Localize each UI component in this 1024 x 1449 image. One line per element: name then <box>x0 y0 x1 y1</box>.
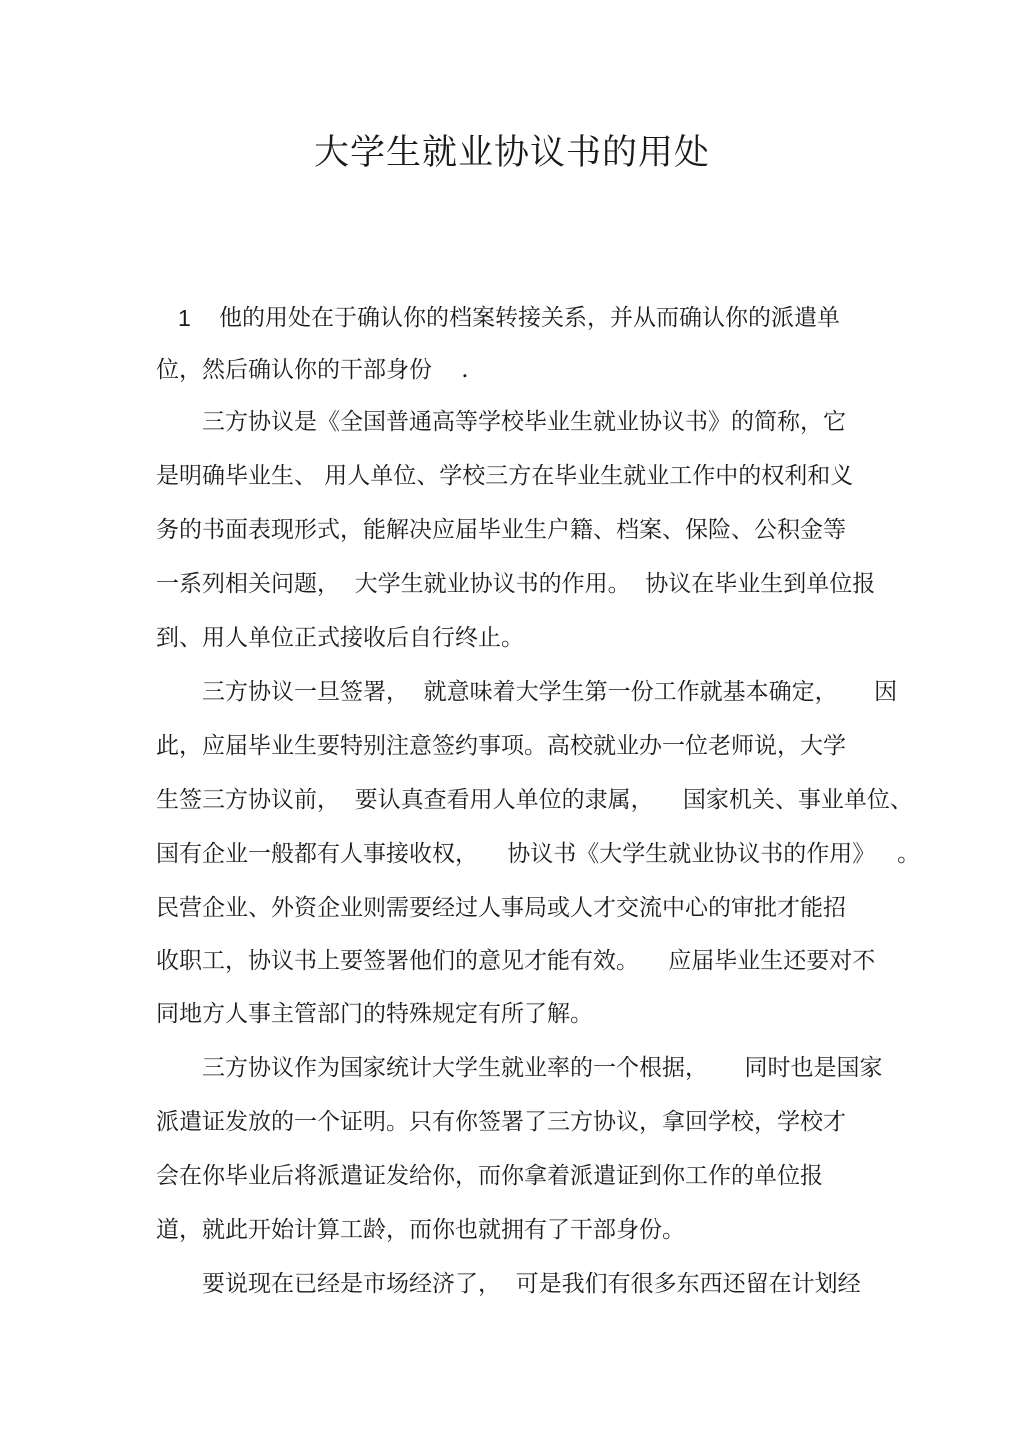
text-line: 道，就此开始计算工龄，而你也就拥有了干部身份。 <box>156 1217 685 1243</box>
text-line: 三方协议是《全国普通高等学校毕业生就业协议书》的简称，它 <box>202 409 846 435</box>
page-title: 大学生就业协议书的用处 <box>313 133 710 173</box>
text-line: 民营企业、外资企业则需要经过人事局或人才交流中心的审批才能招 <box>156 895 846 921</box>
text-line: 他的用处在于确认你的档案转接关系，并从而确认你的派遣单 <box>219 305 840 331</box>
paragraph-number: 1 <box>178 305 191 331</box>
text-line: 要说现在已经是市场经济了， 可是我们有很多东西还留在计划经 <box>202 1271 861 1297</box>
text-line: 务的书面表现形式，能解决应届毕业生户籍、档案、保险、公积金等 <box>156 517 846 543</box>
text-line: 会在你毕业后将派遣证发给你，而你拿着派遣证到你工作的单位报 <box>156 1163 823 1189</box>
text-line: 是明确毕业生、 用人单位、学校三方在毕业生就业工作中的权利和义 <box>156 463 854 489</box>
text-line: 位，然后确认你的干部身份 . <box>156 357 469 383</box>
text-line: 收职工，协议书上要签署他们的意见才能有效。 应届毕业生还要对不 <box>156 948 876 974</box>
text-line: 此，应届毕业生要特别注意签约事项。高校就业办一位老师说，大学 <box>156 733 846 759</box>
text-line: 生签三方协议前， 要认真查看用人单位的隶属， 国家机关、事业单位、 <box>156 787 913 813</box>
text-line: 派遣证发放的一个证明。只有你签署了三方协议，拿回学校，学校才 <box>156 1109 846 1135</box>
text-line: 一系列相关问题， 大学生就业协议书的作用。 协议在毕业生到单位报 <box>156 571 876 597</box>
text-line: 国有企业一般都有人事接收权， 协议书《大学生就业协议书的作用》 。 <box>156 841 921 867</box>
text-line: 三方协议作为国家统计大学生就业率的一个根据， 同时也是国家 <box>202 1055 883 1081</box>
text-line: 同地方人事主管部门的特殊规定有所了解。 <box>156 1001 593 1027</box>
text-line: 到、用人单位正式接收后自行终止。 <box>156 625 524 651</box>
text-line: 三方协议一旦签署， 就意味着大学生第一份工作就基本确定， 因 <box>202 679 898 705</box>
